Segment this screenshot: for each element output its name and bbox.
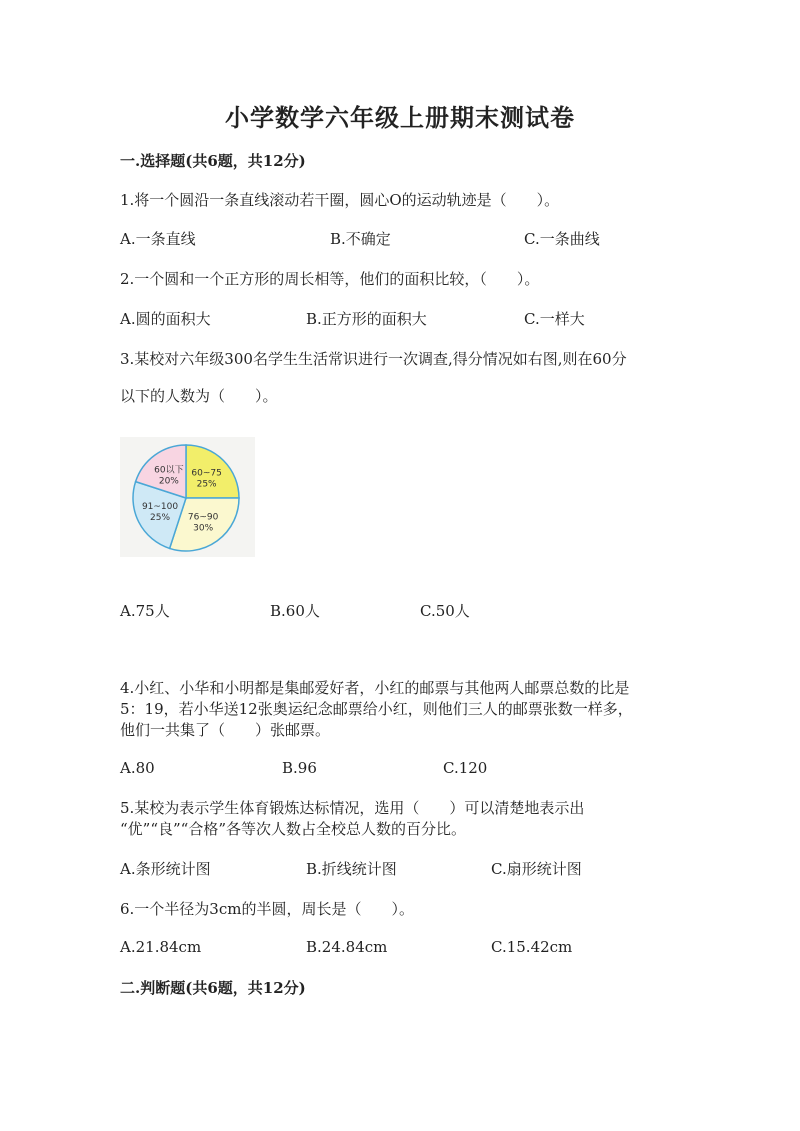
score-pie-chart	[120, 437, 255, 557]
question-6: 6.一个半径为3cm的半圆，周长是（ ）。	[120, 900, 414, 918]
section-heading-judgment: 二.判断题(共6题，共12分)	[120, 979, 306, 997]
question-4-line-2: 5：19，若小华送12张奥运纪念邮票给小红，则他们三人的邮票张数一样多，	[120, 700, 633, 718]
pie-slice-label-0: 60~75	[191, 468, 222, 479]
q2-option-b: B.正方形的面积大	[306, 310, 427, 328]
question-5-line-2: “优”“良”“合格”各等次人数占全校总人数的百分比。	[120, 820, 467, 838]
q4-option-b: B.96	[282, 759, 317, 777]
question-3-line-1: 3.某校对六年级300名学生生活常识进行一次调查,得分情况如右图,则在60分	[120, 350, 627, 368]
q6-option-b: B.24.84cm	[306, 938, 388, 956]
q4-option-a: A.80	[120, 759, 155, 777]
q1-option-c: C.一条曲线	[524, 230, 600, 248]
question-3-line-2: 以下的人数为（ ）。	[120, 387, 278, 405]
question-4-line-3: 他们一共集了（ ）张邮票。	[120, 721, 331, 739]
q6-option-c: C.15.42cm	[491, 938, 573, 956]
pie-slice-percent-3: 20%	[158, 476, 179, 487]
q5-option-b: B.折线统计图	[306, 860, 397, 878]
q4-option-c: C.120	[443, 759, 488, 777]
pie-slice-percent-2: 25%	[150, 513, 171, 524]
section-heading-choice: 一.选择题(共6题，共12分)	[120, 152, 306, 170]
pie-slice-percent-1: 30%	[193, 523, 214, 534]
question-2: 2.一个圆和一个正方形的周长相等，他们的面积比较，（ ）。	[120, 270, 540, 288]
pie-slice-label-3: 60以下	[154, 465, 184, 476]
q3-option-c: C.50人	[420, 602, 470, 620]
q1-option-b: B.不确定	[330, 230, 391, 248]
q2-option-c: C.一样大	[524, 310, 585, 328]
pie-slice-percent-0: 25%	[196, 479, 217, 490]
question-1: 1.将一个圆沿一条直线滚动若干圈，圆心O的运动轨迹是（ ）。	[120, 191, 560, 209]
q5-option-c: C.扇形统计图	[491, 860, 582, 878]
q2-option-a: A.圆的面积大	[120, 310, 211, 328]
q3-option-a: A.75人	[120, 602, 170, 620]
q1-option-a: A.一条直线	[120, 230, 196, 248]
pie-slice-label-2: 91~100	[141, 502, 179, 513]
pie-slice-label-1: 76~90	[187, 512, 219, 523]
q5-option-a: A.条形统计图	[120, 860, 211, 878]
question-5-line-1: 5.某校为表示学生体育锻炼达标情况，选用（ ）可以清楚地表示出	[120, 799, 585, 817]
question-4-line-1: 4.小红、小华和小明都是集邮爱好者，小红的邮票与其他两人邮票总数的比是	[120, 679, 630, 697]
page-title: 小学数学六年级上册期末测试卷	[225, 103, 575, 132]
q3-option-b: B.60人	[270, 602, 320, 620]
q6-option-a: A.21.84cm	[120, 938, 202, 956]
